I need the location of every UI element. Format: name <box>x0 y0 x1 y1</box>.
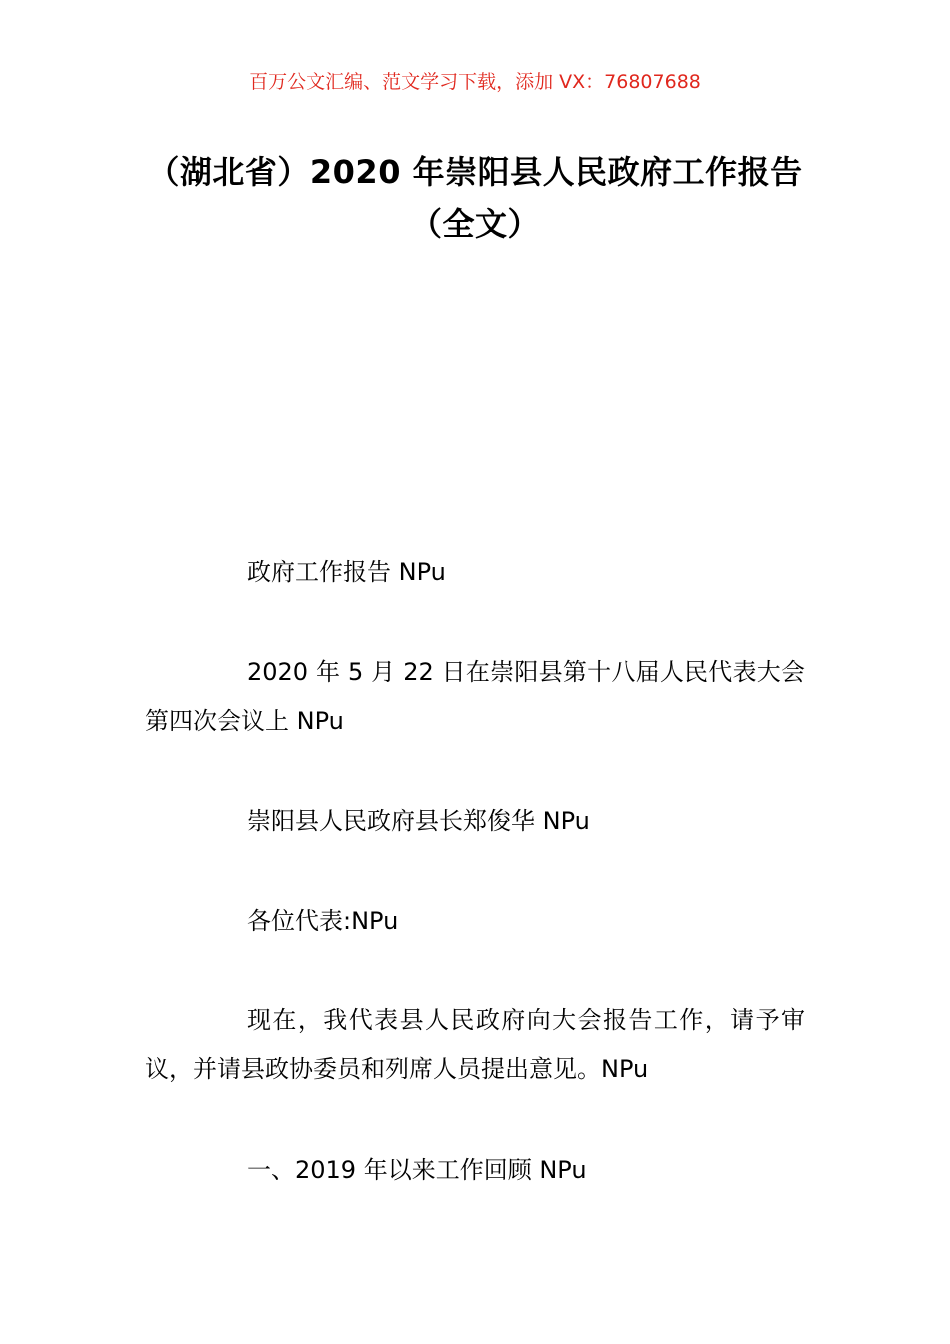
paragraph-text: 政府工作报告 NPu <box>247 558 446 586</box>
paragraph-salutation <box>145 897 805 946</box>
paragraph-report-heading <box>145 548 805 597</box>
header-promo-note: 百万公文汇编、范文学习下载，添加 VX：76807688 <box>249 71 701 93</box>
paragraph-text: 各位代表:NPu <box>247 907 399 935</box>
paragraph-text: 现在，我代表县人民政府向大会报告工作，请予审议，并请县政协委员和列席人员提出意见。NPu <box>145 1006 805 1083</box>
paragraph-meeting-date <box>145 648 805 746</box>
paragraph-text: 崇阳县人民政府县长郑俊华 NPu <box>247 807 590 835</box>
paragraph-text: 2020 年 5 月 22 日在崇阳县第十八届人民代表大会第四次会议上 NPu <box>145 658 805 735</box>
paragraph-speaker <box>145 797 805 846</box>
paragraph-text: 一、2019 年以来工作回顾 NPu <box>247 1156 587 1184</box>
section-heading-review <box>145 1146 805 1195</box>
document-title: （湖北省）2020 年崇阳县人民政府工作报告（全文） <box>147 153 803 243</box>
paragraph-introduction <box>145 996 805 1094</box>
